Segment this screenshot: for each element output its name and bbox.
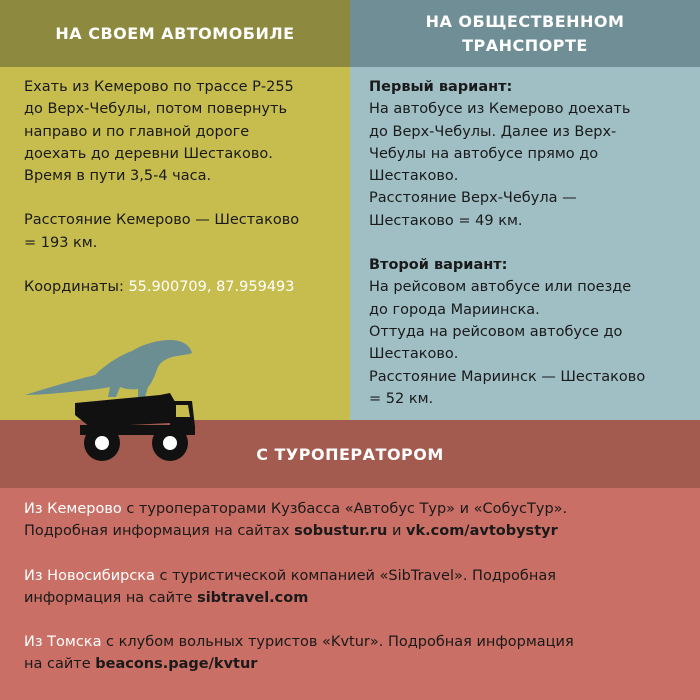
kemerovo-line-1: Из Кемерово с туроператорами Кузбасса «Автобус Тур» и «СобусТур». (24, 501, 568, 517)
tomsk-line-2: на сайте beacons.page/kvtur (24, 656, 258, 673)
option1-title: Первый вариант: (369, 79, 513, 95)
dump-truck-icon (75, 393, 195, 461)
car-coordinates (24, 276, 338, 298)
site-link-sibtravel[interactable]: sibtravel.com (197, 589, 309, 606)
public-header-line-2: ТРАНСПОРТЕ (462, 35, 588, 55)
coordinates-value: 55.900709, 87.959493 (128, 279, 295, 296)
tour-header-text: С ТУРОПЕРАТОРОМ (256, 444, 444, 464)
city-novosibirsk: Из Новосибирска (24, 567, 155, 584)
option1-line: Чебулы на автобусе прямо до (369, 145, 599, 162)
option2-line: Шестаково. (369, 346, 459, 363)
option2-line: до города Мариинска. (369, 301, 540, 318)
city-kemerovo: Из Кемерово (24, 501, 122, 517)
option1-line: На автобусе из Кемерово доехать (369, 101, 631, 118)
site-link-vk-avtobystyr[interactable]: vk.com/avtobystyr (406, 523, 558, 540)
option1-line: Шестаково. (369, 168, 459, 185)
car-route-line: доехать до деревни Шестаково. (24, 145, 273, 162)
option2-line: Расстояние Мариинск — Шестаково (369, 368, 646, 385)
option1-line: Расстояние Верх-Чебула — (369, 190, 577, 207)
option2-line: Оттуда на рейсовом автобусе до (369, 323, 623, 340)
site-link-sobustur[interactable]: sobustur.ru (294, 523, 388, 540)
city-tomsk: Из Томска (24, 634, 102, 651)
novosibirsk-line-1: Из Новосибирска с туристической компанией «SibTravel». Подробная (24, 567, 556, 584)
car-route-line: до Верх-Чебулы, потом повернуть (24, 101, 288, 118)
car-header-text: НА СВОЕМ АВТОМОБИЛЕ (55, 24, 295, 43)
car-section-header (0, 0, 350, 67)
dinosaur-icon (25, 340, 192, 397)
car-route-line: Ехать из Кемерово по трассе Р-255 (24, 79, 294, 95)
public-transport-section-header (350, 0, 700, 67)
novosibirsk-line-2: информация на сайте sibtravel.com (24, 589, 309, 606)
car-route-line: направо и по главной дороге (24, 123, 250, 140)
tour-operator-section-body (0, 488, 700, 700)
tomsk-line-1: Из Томска с клубом вольных туристов «Kvtur». Подробная информация (24, 634, 574, 651)
car-distance-line: Расстояние Кемерово — Шестаково (24, 212, 300, 229)
car-distance-line: = 193 км. (24, 234, 98, 251)
option1-line: Шестаково = 49 км. (369, 212, 523, 229)
option1-line: до Верх-Чебулы. Далее из Верх- (369, 123, 617, 140)
option2-line: = 52 км. (369, 390, 434, 407)
dinosaur-on-truck-illustration (20, 335, 200, 465)
coordinates-label: Координаты: (24, 279, 129, 296)
site-link-kvtur[interactable]: beacons.page/kvtur (95, 656, 258, 673)
option2-title: Второй вариант: (369, 257, 508, 274)
public-header-line-1: НА ОБЩЕСТВЕННОМ (425, 11, 625, 31)
car-route-line: Время в пути 3,5-4 часа. (24, 168, 212, 185)
kemerovo-line-2: Подробная информация на сайтах sobustur.ru и vk.com/avtobystyr (24, 523, 558, 540)
option2-line: На рейсовом автобусе или поезде (369, 279, 632, 296)
public-transport-section-body (350, 67, 700, 420)
